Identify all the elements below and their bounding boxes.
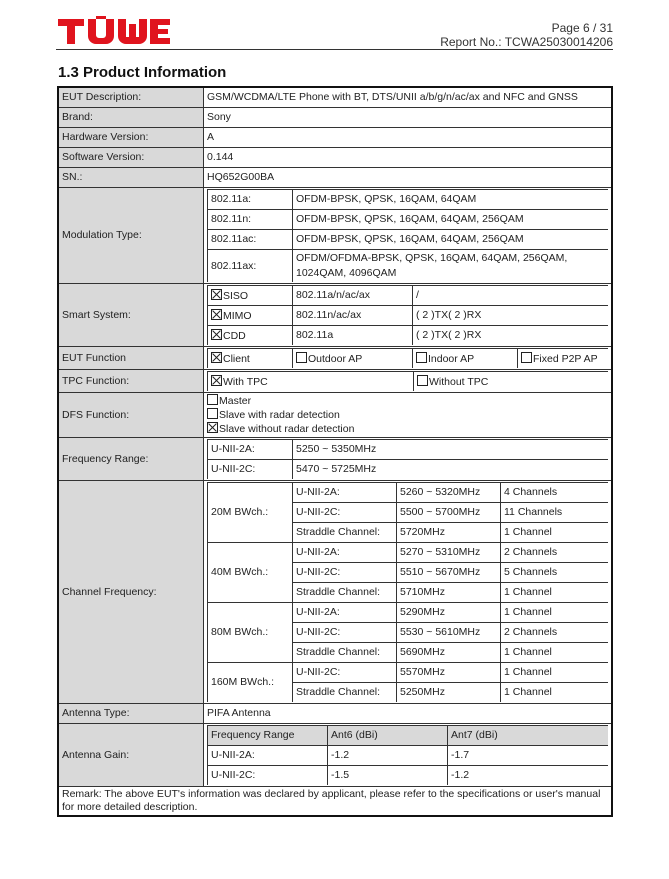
freq-value: 5250MHz [397, 683, 501, 703]
table-row [58, 148, 612, 168]
band-label: Straddle Channel: [293, 643, 397, 663]
bandwidth-label: 20M BWch.: [208, 483, 293, 543]
channel-count: 2 Channels [501, 623, 609, 643]
freq-value: 5690MHz [397, 643, 501, 663]
table-row [58, 787, 612, 817]
checkbox-icon[interactable] [296, 352, 307, 363]
brand-value: Sony [204, 108, 613, 128]
band-label: U-NII-2C: [293, 503, 397, 523]
table-row [58, 370, 612, 393]
row-label: Software Version: [58, 148, 204, 168]
table-row [58, 481, 612, 704]
row-label: EUT Description: [58, 87, 204, 108]
column-header: Ant6 (dBi) [328, 726, 448, 746]
std-label: 802.11a: [208, 190, 293, 210]
antenna-gain-table [207, 725, 608, 785]
channel-count: 1 Channel [501, 583, 609, 603]
channel-frequency-table [207, 482, 608, 702]
channel-count: 1 Channel [501, 523, 609, 543]
checkbox-icon[interactable] [416, 352, 427, 363]
antenna-type-value: PIFA Antenna [204, 704, 613, 724]
band-label: U-NII-2C: [293, 563, 397, 583]
band-label: U-NII-2A: [293, 543, 397, 563]
band-label: Straddle Channel: [293, 523, 397, 543]
std-value: 802.11a [293, 326, 413, 346]
option-label: Indoor AP [428, 352, 475, 365]
gain-value: -1.7 [448, 746, 609, 766]
table-row [58, 87, 612, 108]
freq-value: 5510 ~ 5670MHz [397, 563, 501, 583]
channel-count: 1 Channel [501, 603, 609, 623]
channel-count: 4 Channels [501, 483, 609, 503]
freq-value: 5470 ~ 5725MHz [293, 460, 609, 480]
channel-count: 11 Channels [501, 503, 609, 523]
band-label: U-NII-2A: [208, 440, 293, 460]
mod-value: OFDM/OFDMA-BPSK, QPSK, 16QAM, 64QAM, 256QAM, 1024QAM, 4096QAM [293, 250, 609, 283]
towe-logo [58, 16, 170, 46]
std-value: 802.11a/n/ac/ax [293, 286, 413, 306]
row-label: Modulation Type: [58, 188, 204, 284]
row-label: Channel Frequency: [58, 481, 204, 704]
checkbox-checked-icon[interactable] [211, 289, 222, 300]
bandwidth-label: 80M BWch.: [208, 603, 293, 663]
mod-value: OFDM-BPSK, QPSK, 16QAM, 64QAM [293, 190, 609, 210]
option-label: Slave with radar detection [219, 409, 340, 421]
band-label: U-NII-2C: [208, 460, 293, 480]
checkbox-icon[interactable] [207, 408, 218, 419]
channel-count: 1 Channel [501, 643, 609, 663]
row-label: EUT Function [58, 347, 204, 370]
column-header: Ant7 (dBi) [448, 726, 609, 746]
checkbox-checked-icon[interactable] [211, 352, 222, 363]
option-label: MIMO [223, 309, 252, 322]
option-label: Slave without radar detection [219, 423, 355, 435]
band-label: U-NII-2C: [293, 663, 397, 683]
checkbox-icon[interactable] [521, 352, 532, 363]
option-label: Client [223, 352, 250, 365]
row-label: DFS Function: [58, 393, 204, 438]
freq-value: 5250 ~ 5350MHz [293, 440, 609, 460]
freq-value: 5710MHz [397, 583, 501, 603]
freq-value: 5570MHz [397, 663, 501, 683]
sn-value: HQ652G00BA [204, 168, 613, 188]
band-label: U-NII-2C: [208, 766, 328, 786]
row-label: Brand: [58, 108, 204, 128]
option-label: Fixed P2P AP [533, 352, 598, 365]
mod-value: OFDM-BPSK, QPSK, 16QAM, 64QAM, 256QAM [293, 210, 609, 230]
table-row [58, 284, 612, 347]
remark-text: Remark: The above EUT's information was declared by applicant, please refer to the specifications or user's manual for more detailed description. [58, 787, 612, 817]
std-value: 802.11n/ac/ax [293, 306, 413, 326]
option-label: With TPC [223, 375, 268, 388]
header-divider [56, 49, 613, 50]
option-label: Master [219, 395, 252, 407]
checkbox-icon[interactable] [417, 375, 428, 386]
band-label: U-NII-2A: [293, 603, 397, 623]
option-label: Without TPC [429, 375, 489, 388]
modulation-table [207, 189, 608, 282]
freq-value: 5720MHz [397, 523, 501, 543]
product-info-table [57, 86, 613, 817]
checkbox-checked-icon[interactable] [211, 309, 222, 320]
row-label: TPC Function: [58, 370, 204, 393]
mod-value: OFDM-BPSK, QPSK, 16QAM, 64QAM, 256QAM [293, 230, 609, 250]
table-row [58, 188, 612, 284]
band-label: U-NII-2A: [293, 483, 397, 503]
smart-system-table [207, 285, 608, 345]
std-label: 802.11ac: [208, 230, 293, 250]
table-row [58, 347, 612, 370]
row-label: Antenna Type: [58, 704, 204, 724]
report-header [440, 21, 613, 49]
software-value: 0.144 [204, 148, 613, 168]
table-row [58, 704, 612, 724]
table-row [58, 108, 612, 128]
row-label: Antenna Gain: [58, 724, 204, 787]
config-value: ( 2 )TX( 2 )RX [413, 326, 609, 346]
band-label: U-NII-2C: [293, 623, 397, 643]
hardware-value: A [204, 128, 613, 148]
report-number: Report No.: TCWA25030014206 [440, 35, 613, 49]
row-label: SN.: [58, 168, 204, 188]
table-row [58, 724, 612, 787]
row-label: Frequency Range: [58, 438, 204, 481]
bandwidth-label: 40M BWch.: [208, 543, 293, 603]
eut-description-value: GSM/WCDMA/LTE Phone with BT, DTS/UNII a/b/g/n/ac/ax and NFC and GNSS [204, 87, 613, 108]
checkbox-icon[interactable] [207, 394, 218, 405]
section-title: 1.3 Product Information [58, 64, 227, 81]
channel-count: 5 Channels [501, 563, 609, 583]
band-label: Straddle Channel: [293, 583, 397, 603]
band-label: Straddle Channel: [293, 683, 397, 703]
page-number: Page 6 / 31 [551, 21, 613, 35]
gain-value: -1.2 [328, 746, 448, 766]
column-header: Frequency Range [208, 726, 328, 746]
channel-count: 2 Channels [501, 543, 609, 563]
freq-value: 5260 ~ 5320MHz [397, 483, 501, 503]
row-label: Smart System: [58, 284, 204, 347]
gain-value: -1.2 [448, 766, 609, 786]
band-label: U-NII-2A: [208, 746, 328, 766]
table-row [58, 128, 612, 148]
option-label: CDD [223, 329, 246, 342]
channel-count: 1 Channel [501, 663, 609, 683]
std-label: 802.11ax: [208, 250, 293, 283]
gain-value: -1.5 [328, 766, 448, 786]
freq-value: 5270 ~ 5310MHz [397, 543, 501, 563]
table-row [58, 438, 612, 481]
checkbox-checked-icon[interactable] [207, 422, 218, 433]
option-label: SISO [223, 289, 249, 302]
row-label: Hardware Version: [58, 128, 204, 148]
table-row [58, 168, 612, 188]
freq-value: 5500 ~ 5700MHz [397, 503, 501, 523]
channel-count: 1 Channel [501, 683, 609, 703]
option-label: Outdoor AP [308, 352, 363, 365]
bandwidth-label: 160M BWch.: [208, 663, 293, 703]
config-value: / [413, 286, 609, 306]
config-value: ( 2 )TX( 2 )RX [413, 306, 609, 326]
checkbox-checked-icon[interactable] [211, 375, 222, 386]
freq-value: 5530 ~ 5610MHz [397, 623, 501, 643]
freq-value: 5290MHz [397, 603, 501, 623]
table-row [58, 393, 612, 438]
std-label: 802.11n: [208, 210, 293, 230]
checkbox-checked-icon[interactable] [211, 329, 222, 340]
